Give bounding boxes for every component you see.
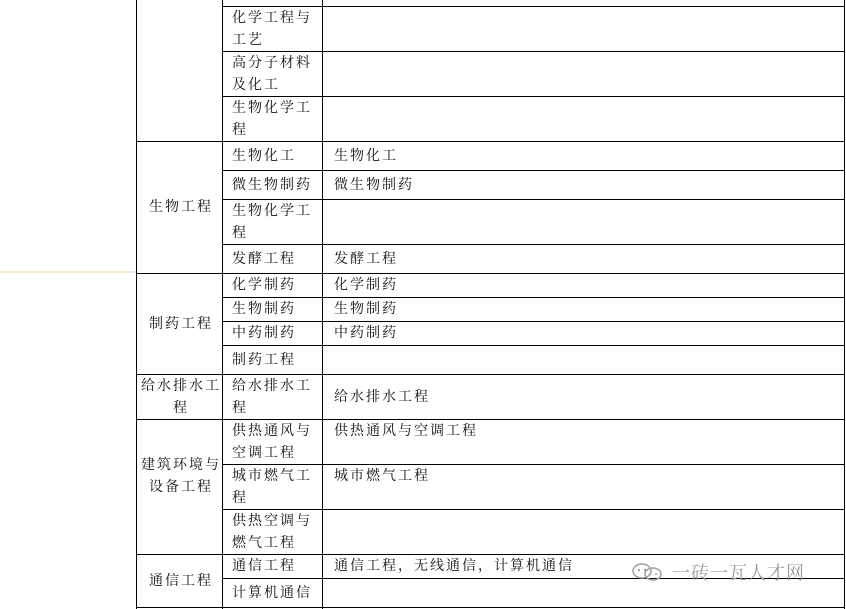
- table-cell-major: 通信工程: [232, 558, 296, 574]
- table-cell-major: 生物化工: [232, 148, 296, 164]
- table-cell-related: 通信工程，无线通信，计算机通信: [334, 558, 574, 574]
- table-right-border: [844, 0, 845, 609]
- table-cell-related: 发酵工程: [334, 251, 398, 267]
- table-cell-major: 生物制药: [232, 301, 296, 317]
- table-cell-category: 给水排水工程: [141, 378, 221, 416]
- group-line: [136, 141, 845, 142]
- left-margin-separator: [0, 271, 136, 273]
- table-cell-category: 通信工程: [149, 573, 213, 589]
- table-cell-major: 制药工程: [232, 352, 296, 368]
- table-cell-major: 生物化学工程: [232, 100, 312, 138]
- table-cell-related: 中药制药: [334, 325, 398, 341]
- wechat-icon: [630, 561, 666, 583]
- watermark: [630, 560, 805, 584]
- table-cell-major: 供热通风与空调工程: [232, 423, 312, 461]
- table-left-border: [136, 0, 137, 609]
- table-cell-related: 供热通风与空调工程: [334, 423, 478, 439]
- table-cell-major: 供热空调与燃气工程: [232, 513, 312, 551]
- table-cell-major: 生物化学工程: [232, 203, 312, 241]
- table-cell-related: 城市燃气工程: [334, 468, 430, 484]
- table-cell-major: 化学工程与工艺: [232, 10, 312, 48]
- row-line: [222, 345, 845, 346]
- table-cell-related: 化学制药: [334, 277, 398, 293]
- row-line: [222, 244, 845, 245]
- table-cell-major: 给水排水工程: [232, 378, 312, 416]
- table-cell-major: 计算机通信: [232, 585, 312, 601]
- group-line: [136, 607, 845, 608]
- table-cell-major: 发酵工程: [232, 251, 296, 267]
- col-divider-1: [222, 0, 223, 609]
- table-cell-category: 建筑环境与设备工程: [141, 457, 221, 495]
- table-cell-related: 给水排水工程: [334, 389, 430, 405]
- table-cell-category: 生物工程: [149, 199, 213, 215]
- col-divider-2: [322, 0, 323, 609]
- watermark-text: 一砖一瓦人才网: [672, 563, 805, 584]
- table-cell-related: 生物化工: [334, 148, 398, 164]
- table-cell-major: 高分子材料及化工: [232, 55, 312, 93]
- table-cell-major: 微生物制药: [232, 177, 312, 193]
- table-cell-major: 化学制药: [232, 277, 296, 293]
- table-cell-related: 微生物制药: [334, 177, 414, 193]
- table-cell-major: 城市燃气工程: [232, 468, 312, 506]
- row-line: [222, 170, 845, 171]
- table-cell-category: 制药工程: [149, 316, 213, 332]
- table-cell-major: 中药制药: [232, 325, 296, 341]
- table-cell-related: 生物制药: [334, 301, 398, 317]
